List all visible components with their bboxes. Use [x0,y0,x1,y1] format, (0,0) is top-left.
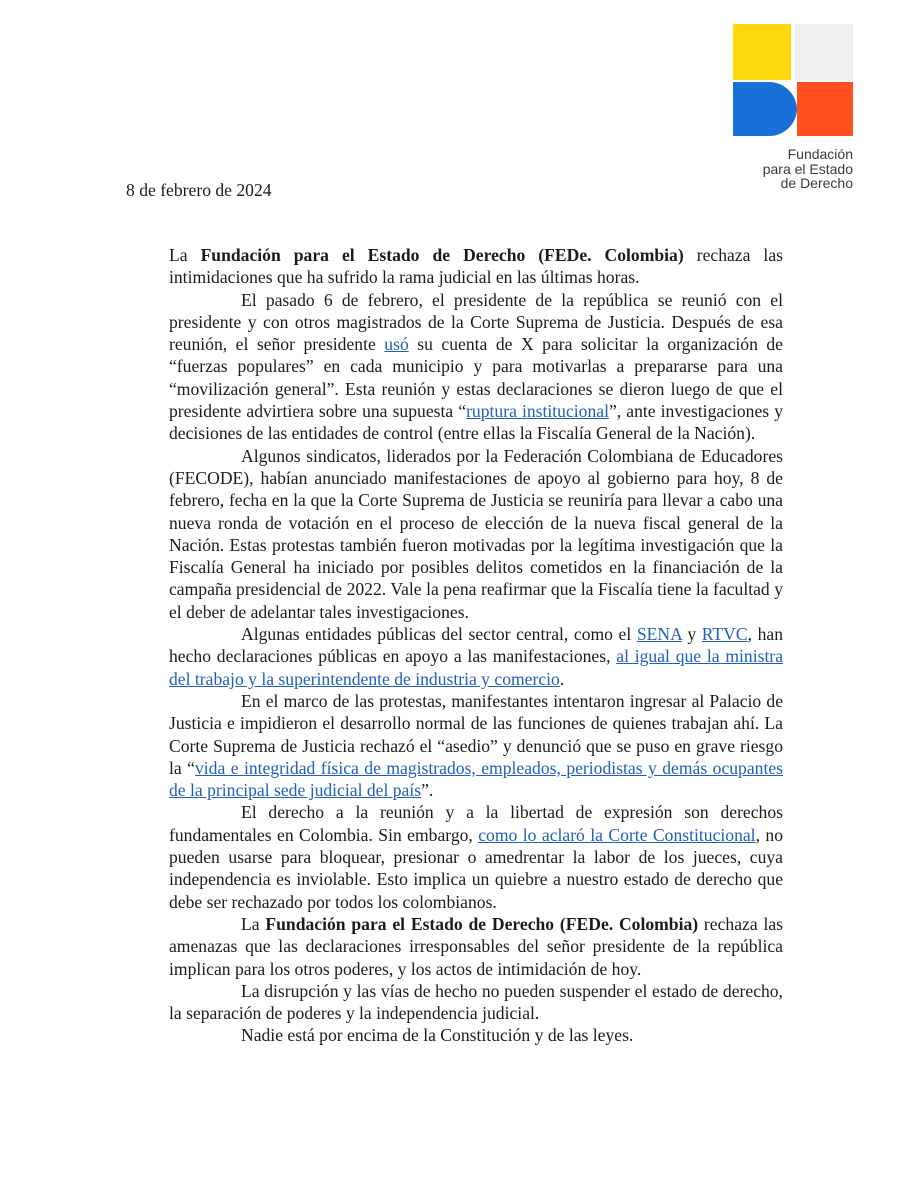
foundation-logo [733,24,853,191]
statement-paragraph [169,1024,783,1046]
paragraph-text: El derecho a la reunión y a la libertad de expresión son derechos fundamentales en Colombia. Sin embargo, [169,802,783,845]
paragraph-text: La disrupción y las vías de hecho no pueden suspender el estado de derecho, la separación de poderes y la independencia judicial. [169,980,783,1024]
statement-paragraph [169,289,783,445]
logo-caption-line-3: de Derecho [780,175,853,191]
logo-red-square [797,82,853,136]
paragraph-text: su cuenta de X para solicitar la organización de “fuerzas populares” en cada municipio y para motivarlas a prepararse para una “movilización general”. Esta reunión y estas declaraciones se dieron luego de que el presidente advirtiera sobre una supuesta “ [169,334,783,422]
paragraph-text: , han hecho declaraciones públicas en apoyo a las manifestaciones, [169,624,783,667]
paragraph-text: El pasado 6 de febrero, el presidente de la república se reunió con el presidente y con otros magistrados de la Corte Suprema de Justicia. Después de esa reunión, el señor presidente [169,289,783,355]
statement-paragraph [169,445,783,623]
paragraph-text: La [241,913,266,934]
statement-paragraph [169,913,783,980]
paragraph-text: En el marco de las protestas, manifestantes intentaron ingresar al Palacio de Justicia e impidieron el desarrollo normal de las funciones de quienes trabajan ahí. La Corte Suprema de Justicia rechazó el “asedio” y denunció que se puso en grave riesgo la “ [169,690,783,778]
statement-paragraph [169,244,783,289]
bold-organization-name: Fundación para el Estado de Derecho (FEDe. Colombia) [200,245,684,265]
paragraph-text: ”. [421,780,434,801]
paragraph-text: La [169,245,201,265]
statement-paragraph [169,623,783,690]
paragraph-text: rechaza las amenazas que las declaraciones irresponsables del señor presidente de la república implican para los otros poderes, y los actos de intimidación de hoy. [169,913,783,979]
bold-organization-name: Fundación para el Estado de Derecho (FEDe. Colombia) [265,913,699,934]
inline-link[interactable]: vida e integridad física de magistrados, empleados, periodistas y demás ocupantes de la principal sede judicial del país [169,757,784,801]
statement-paragraph [169,690,783,801]
inline-link[interactable]: SENA [636,624,682,645]
paragraph-text: , no pueden usarse para bloquear, presionar o amedrentar la labor de los jueces, cuya independencia es inviolable. Esto implica un quiebre a nuestro estado de derecho que debe ser rechazado por todos los colombianos. [169,824,783,912]
inline-link[interactable]: usó [384,334,409,355]
inline-link[interactable]: al igual que la ministra del trabajo y la superintendente de industria y comercio [169,646,784,689]
statement-paragraph [169,801,783,912]
paragraph-text: Nadie está por encima de la Constitución y de las leyes. [241,1025,634,1046]
fede-logo-mark [733,24,853,136]
logo-caption-line-2: para el Estado [762,160,853,177]
paragraph-text: Algunas entidades públicas del sector central, como el [241,624,637,645]
inline-link[interactable]: como lo aclaró la Corte Constitucional [478,824,756,845]
statement-body [169,244,783,1047]
logo-caption [733,147,853,191]
logo-yellow-square [733,24,791,80]
paragraph-text: ”, ante investigaciones y decisiones de las entidades de control (entre ellas la Fiscalía General de la Nación). [169,401,784,444]
paragraph-text: y [681,624,702,645]
paragraph-text: rechaza las intimidaciones que ha sufrido la rama judicial en las últimas horas. [169,245,783,288]
paragraph-text: Algunos sindicatos, liderados por la Federación Colombiana de Educadores (FECODE), habían anunciado manifestaciones de apoyo al gobierno para hoy, 8 de febrero, fecha en la que la Corte Suprema de Justicia se reuniría para llevar a cabo una nueva ronda de votación en el proceso de elección de la nueva fiscal general de la Nación. Estas protestas también fueron motivadas por la legítima investigación que la Fiscalía General ha iniciado por posibles delitos cometidos en la financiación de la campaña presidencial de 2022. Vale la pena reafirmar que la Fiscalía tiene la facultad y el deber de adelantar tales investigaciones. [169,445,783,622]
document-date: 8 de febrero de 2024 [126,180,272,200]
inline-link[interactable]: RTVC [701,624,748,645]
statement-paragraph [169,980,783,1025]
logo-blue-d-shape [745,82,797,136]
inline-link[interactable]: ruptura institucional [466,401,609,422]
paragraph-text: . [559,668,565,689]
logo-grey-square [795,24,853,80]
logo-caption-line-1: Fundación [787,146,853,162]
